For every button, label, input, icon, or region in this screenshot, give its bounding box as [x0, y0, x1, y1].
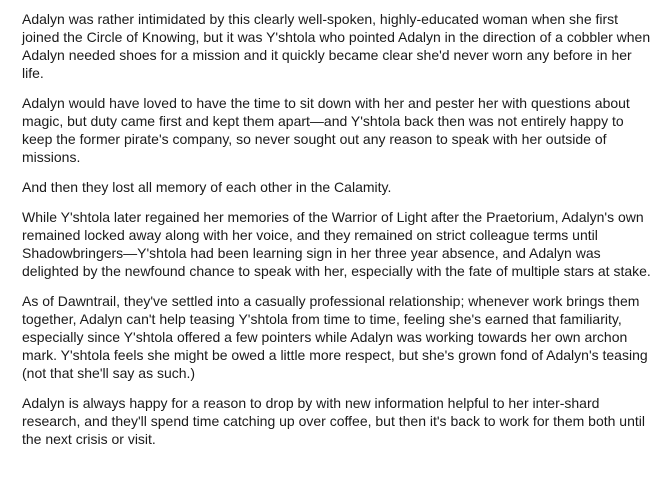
- paragraph-5: As of Dawntrail, they've settled into a casually professional relationship; whenever work brings them together, Adalyn can't help teasing Y'shtola from time to time, feeling she's earned that familiarity, especially since Y'shtola offered a few pointers while Adalyn was working towards her own archon mark. Y'shtola feels she might be owed a little more respect, but she's grown fond of Adalyn's teasing (not that she'll say as such.): [22, 293, 648, 381]
- paragraph-6: Adalyn is always happy for a reason to drop by with new information helpful to her inter-shard research, and they'll spend time catching up over coffee, but then it's back to work for them both until the next crisis or visit.: [22, 395, 645, 447]
- document-body: [22, 10, 656, 460]
- paragraph-3: And then they lost all memory of each other in the Calamity.: [22, 179, 392, 195]
- paragraph-1: Adalyn was rather intimidated by this clearly well-spoken, highly-educated woman when she first joined the Circle of Knowing, but it was Y'shtola who pointed Adalyn in the direction of a cobbler when Adalyn needed shoes for a mission and it quickly became clear she'd never worn any before in her life.: [22, 11, 651, 81]
- paragraph-4: While Y'shtola later regained her memories of the Warrior of Light after the Praetorium, Adalyn's own remained locked away along with her voice, and they remained on strict colleague terms until Shadowbringers—Y'shtola had been learning sign in her three year absence, and Adalyn was delighted by the newfound chance to speak with her, especially with the fate of multiple stars at stake.: [22, 209, 651, 279]
- paragraph-2: Adalyn would have loved to have the time to sit down with her and pester her with questions about magic, but duty came first and kept them apart—and Y'shtola back then was not entirely happy to keep the former pirate's company, so never sought out any reason to speak with her outside of missions.: [22, 95, 630, 165]
